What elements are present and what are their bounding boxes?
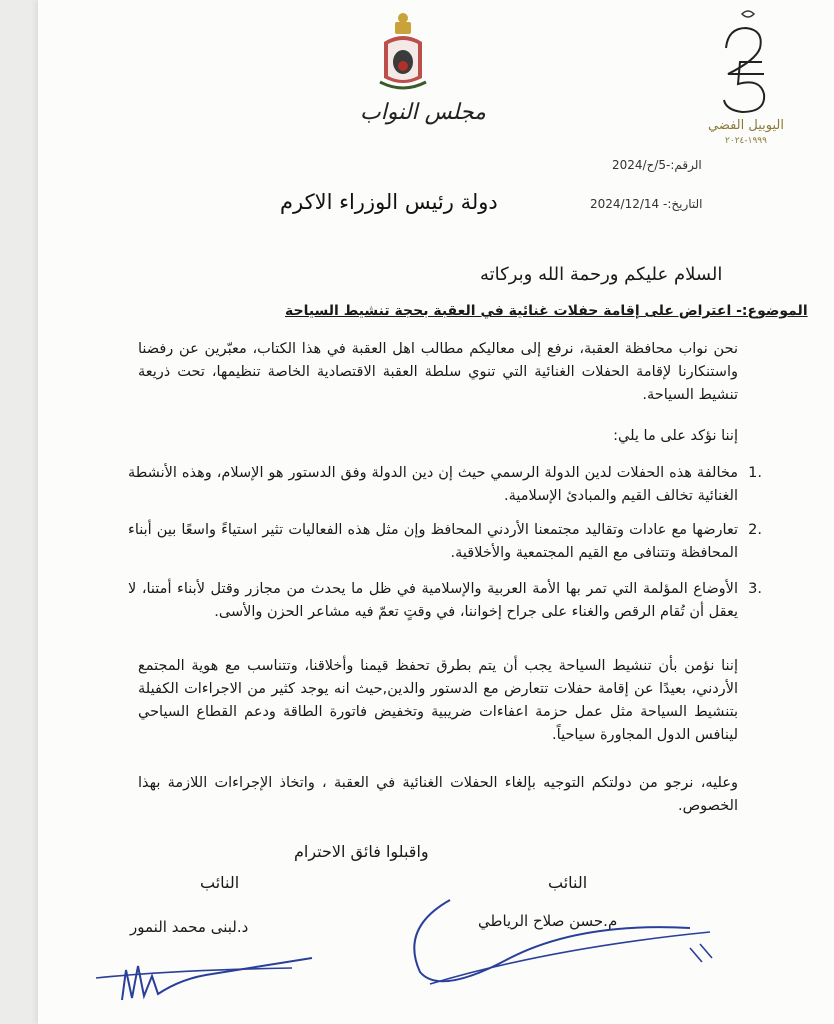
list-number: .3 bbox=[748, 581, 762, 597]
closing-line: واقبلوا فائق الاحترام bbox=[294, 842, 429, 861]
signatory-left-name: د.لبنى محمد النمور bbox=[130, 918, 249, 936]
page-margin-fold bbox=[0, 0, 38, 1024]
confirm-heading: إننا نؤكد على ما يلي: bbox=[613, 428, 738, 444]
jubilee-title: اليوبيل الفضي bbox=[708, 118, 784, 133]
reference-number: الرقم:-5/ح/2024 bbox=[612, 158, 702, 172]
signature-left-icon bbox=[92, 948, 322, 1008]
list-text: تعارضها مع عادات وتقاليد مجتمعنا الأردني المحافظ وإن مثل هذه الفعاليات تثير استياءً واسعًا بين أبناء المحافظة وتتنافى مع القيم المجتمعية والأخلاقية. bbox=[128, 522, 738, 561]
subject-line: الموضوع:- اعتراض على إقامة حفلات غنائية في العقبة بحجة تنشيط السياحة bbox=[285, 303, 808, 319]
signatory-right-title: النائب bbox=[548, 873, 588, 892]
jordan-crest-icon bbox=[374, 8, 432, 92]
greeting: السلام عليكم ورحمة الله وبركاته bbox=[480, 264, 723, 285]
paragraph-intro: نحن نواب محافظة العقبة، نرفع إلى معاليكم مطالب اهل العقبة في هذا الكتاب، معبّرين عن رفضنا واستنكارنا لإقامة الحفلات الغنائية التي تنوي سلطة العقبة الاقتصادية الخاصة تنظيمها، تحت ذريعة تنشيط السياحة. bbox=[138, 341, 738, 403]
paragraph-request: وعليه، نرجو من دولتكم التوجيه بإلغاء الحفلات الغنائية في العقبة ، واتخاذ الإجراءات اللازمة بهذا الخصوص. bbox=[138, 775, 738, 814]
signatory-right-name: م.حسن صلاح الرياطي bbox=[478, 912, 618, 930]
list-text: مخالفة هذه الحفلات لدين الدولة الرسمي حيث إن دين الدولة وفق الدستور هو الإسلام، وهذه الأنشطة الغنائية تخالف القيم والمبادئ الإسلامية. bbox=[128, 465, 738, 504]
silver-jubilee-25-icon bbox=[712, 8, 782, 118]
letter-page bbox=[38, 0, 834, 1024]
signature-right-icon bbox=[390, 888, 720, 998]
list-number: .1 bbox=[748, 465, 762, 481]
list-text: الأوضاع المؤلمة التي تمر بها الأمة العربية والإسلامية في ظل ما يحدث من مجازر وقتل لأبناء أمتنا، لا يعقل أن تُقام الرقص والغناء على جراح إخواننا، في وقتٍ تعمّ فيه مشاعر الحزن والأسى. bbox=[128, 581, 738, 620]
paragraph-tourism: إننا نؤمن بأن تنشيط السياحة يجب أن يتم بطرق تحفظ قيمنا وأخلاقنا، وتتناسب مع هوية المجتمع الأردني، بعيدًا عن إقامة حفلات تتعارض مع الدستور والدين,حيث انه يوجد كثير من الاجراءات الكفيلة بتنشيط السياحة مثل عمل حزمة اعفاءات ضريبية وتخفيض فاتورة الطاقة ودعم القطاع السياحي لينافس الدول المجاورة سياحياً. bbox=[138, 658, 738, 743]
jubilee-years: ١٩٩٩-٢٠٢٤ bbox=[725, 136, 767, 146]
parliament-name: مجلس النواب bbox=[360, 100, 486, 125]
letter-date: التاريخ:- 2024/12/14 bbox=[590, 197, 703, 211]
recipient-line: دولة رئيس الوزراء الاكرم bbox=[280, 190, 498, 214]
signatory-left-title: النائب bbox=[200, 873, 240, 892]
list-item bbox=[128, 578, 762, 624]
list-number: .2 bbox=[748, 522, 762, 538]
list-item bbox=[128, 462, 762, 508]
list-item bbox=[128, 519, 762, 565]
